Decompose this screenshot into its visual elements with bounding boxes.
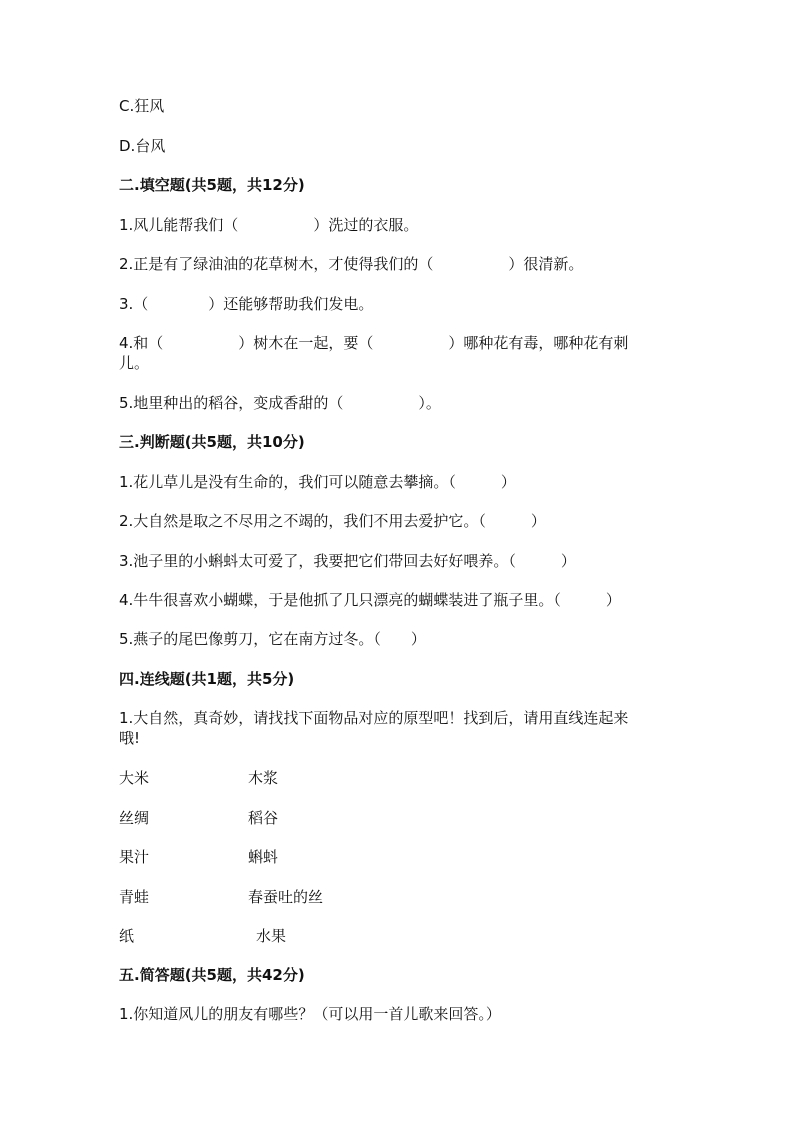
true-false-question-3: 3.池子里的小蝌蚪太可爱了，我要把它们带回去好好喂养。（ ）	[119, 552, 576, 570]
fill-blank-question-3: 3.（ ）还能够帮助我们发电。	[119, 295, 374, 313]
option-d: D.台风	[119, 137, 166, 155]
matching-right-item: 春蚕吐的丝	[248, 888, 324, 906]
matching-right-item: 水果	[256, 927, 287, 945]
fill-blank-question-2: 2.正是有了绿油油的花草树木，才使得我们的（ ）很清新。	[119, 255, 584, 273]
fill-blank-question-1: 1.风儿能帮我们（ ）洗过的衣服。	[119, 216, 419, 234]
section-heading-matching: 四.连线题(共1题，共5分)	[119, 670, 295, 688]
matching-left-item: 丝绸	[119, 809, 150, 827]
true-false-question-2: 2.大自然是取之不尽用之不竭的，我们不用去爱护它。（ ）	[119, 512, 546, 530]
matching-right-item: 木浆	[248, 769, 279, 787]
matching-right-item: 蝌蚪	[248, 848, 279, 866]
true-false-question-5: 5.燕子的尾巴像剪刀，它在南方过冬。（ ）	[119, 630, 426, 648]
section-heading-short-answer: 五.简答题(共5题，共42分)	[119, 966, 305, 984]
short-answer-question-1: 1.你知道风儿的朋友有哪些？（可以用一首儿歌来回答。）	[119, 1005, 501, 1023]
true-false-question-4: 4.牛牛很喜欢小蝴蝶，于是他抓了几只漂亮的蝴蝶装进了瓶子里。（ ）	[119, 591, 621, 609]
fill-blank-question-5: 5.地里种出的稻谷，变成香甜的（ ）。	[119, 394, 441, 412]
section-heading-fill-blank: 二.填空题(共5题，共12分)	[119, 176, 305, 194]
matching-question-1-line-1: 1.大自然，真奇妙，请找找下面物品对应的原型吧！找到后，请用直线连起来	[119, 709, 629, 727]
section-heading-true-false: 三.判断题(共5题，共10分)	[119, 433, 305, 451]
matching-left-item: 青蛙	[119, 888, 150, 906]
matching-question-1-line-2: 哦!	[119, 729, 141, 747]
fill-blank-question-4-line-1: 4.和（ ）树木在一起，要（ ）哪种花有毒，哪种花有刺	[119, 334, 629, 352]
fill-blank-question-4-line-2: 儿。	[119, 354, 150, 372]
true-false-question-1: 1.花儿草儿是没有生命的，我们可以随意去攀摘。（ ）	[119, 473, 516, 491]
matching-left-item: 纸	[119, 927, 135, 945]
option-c: C.狂风	[119, 97, 165, 115]
matching-left-item: 大米	[119, 769, 150, 787]
matching-left-item: 果汁	[119, 848, 150, 866]
matching-right-item: 稻谷	[248, 809, 279, 827]
